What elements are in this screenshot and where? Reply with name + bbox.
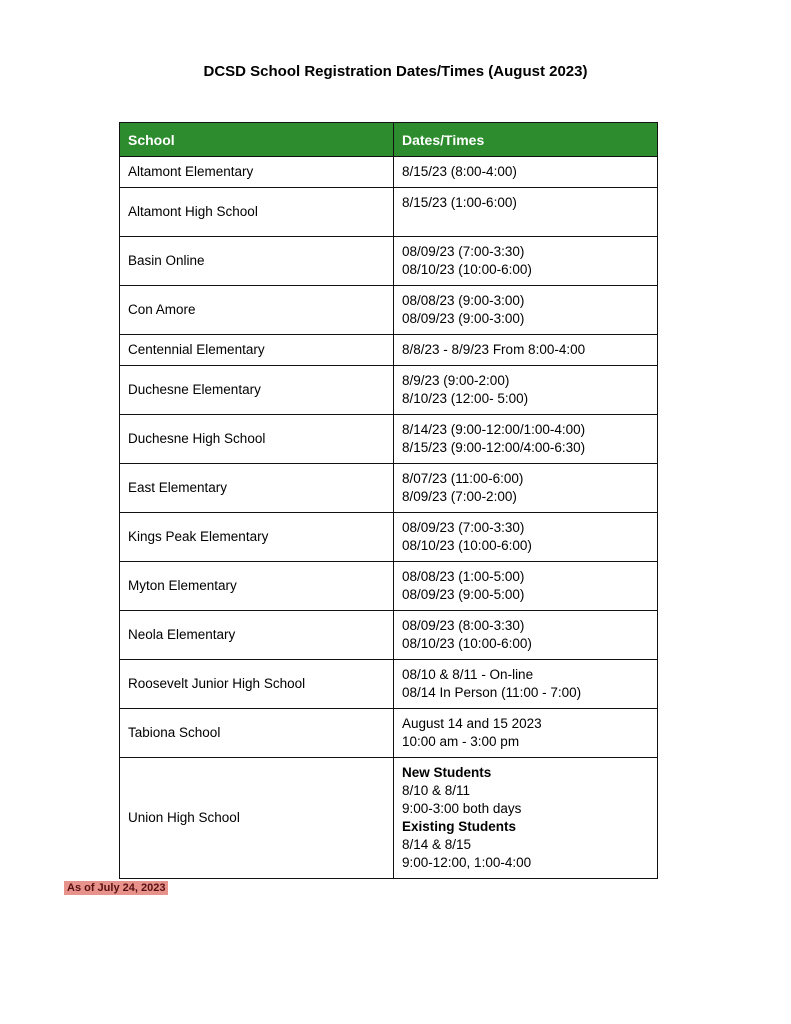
- school-name-cell: Altamont Elementary: [120, 157, 394, 188]
- table-row: [120, 464, 658, 513]
- dates-line: 08/10 & 8/11 - On-line: [402, 667, 534, 682]
- school-name-cell: Kings Peak Elementary: [120, 513, 394, 562]
- dates-times-cell: [394, 188, 658, 237]
- dates-line: 08/09/23 (7:00-3:30): [402, 520, 525, 535]
- dates-line: 8/14 & 8/15: [402, 837, 472, 852]
- dates-times-cell: [394, 758, 658, 879]
- dates-line: 9:00-12:00, 1:00-4:00: [402, 855, 532, 870]
- dates-times-cell: [394, 286, 658, 335]
- dates-line: 8/09/23 (7:00-2:00): [402, 489, 517, 504]
- dates-line: [402, 212, 649, 230]
- table-row: [120, 562, 658, 611]
- dates-line: 8/10/23 (12:00- 5:00): [402, 391, 529, 406]
- table-row: [120, 237, 658, 286]
- dates-times-cell: [394, 611, 658, 660]
- table-row: [120, 758, 658, 879]
- dates-line: 08/09/23 (9:00-5:00): [402, 587, 525, 602]
- school-name-cell: East Elementary: [120, 464, 394, 513]
- as-of-date-note: As of July 24, 2023: [64, 881, 168, 895]
- table-row: [120, 286, 658, 335]
- school-name-cell: Centennial Elementary: [120, 335, 394, 366]
- page-title: DCSD School Registration Dates/Times (August 2023): [203, 63, 588, 80]
- dates-line: 08/10/23 (10:00-6:00): [402, 538, 532, 553]
- dates-line: 08/10/23 (10:00-6:00): [402, 262, 532, 277]
- dates-line: 8/07/23 (11:00-6:00): [402, 471, 524, 486]
- dates-line: 08/09/23 (9:00-3:00): [402, 311, 525, 326]
- dates-line: 8/9/23 (9:00-2:00): [402, 373, 510, 388]
- dates-line-emphasis: Existing Students: [402, 819, 517, 834]
- dates-times-cell: [394, 464, 658, 513]
- dates-line: 08/09/23 (7:00-3:30): [402, 244, 525, 259]
- column-header-dates-times: Dates/Times: [394, 123, 658, 157]
- dates-line: 8/14/23 (9:00-12:00/1:00-4:00): [402, 422, 586, 437]
- school-name-cell: Roosevelt Junior High School: [120, 660, 394, 709]
- dates-line: 8/8/23 - 8/9/23 From 8:00-4:00: [402, 342, 586, 357]
- dates-times-cell: [394, 660, 658, 709]
- dates-times-cell: [394, 157, 658, 188]
- table-row: [120, 188, 658, 237]
- school-name-cell: Altamont High School: [120, 188, 394, 237]
- dates-line: 08/10/23 (10:00-6:00): [402, 636, 532, 651]
- school-name-cell: Myton Elementary: [120, 562, 394, 611]
- dates-line: August 14 and 15 2023: [402, 716, 542, 731]
- table-row: [120, 157, 658, 188]
- dates-line: 8/15/23 (1:00-6:00): [402, 195, 517, 210]
- table-row: [120, 660, 658, 709]
- school-name-cell: Duchesne Elementary: [120, 366, 394, 415]
- column-header-school: School: [120, 123, 394, 157]
- table-row: [120, 415, 658, 464]
- dates-line: 8/10 & 8/11: [402, 783, 471, 798]
- table-header-row: [120, 123, 658, 157]
- school-name-cell: Neola Elementary: [120, 611, 394, 660]
- dates-line: 10:00 am - 3:00 pm: [402, 734, 520, 749]
- table-row: [120, 709, 658, 758]
- dates-line: 08/14 In Person (11:00 - 7:00): [402, 685, 582, 700]
- table-row: [120, 513, 658, 562]
- school-name-cell: Basin Online: [120, 237, 394, 286]
- dates-line: 9:00-3:00 both days: [402, 801, 522, 816]
- dates-line: 08/08/23 (9:00-3:00): [402, 293, 525, 308]
- dates-times-cell: [394, 415, 658, 464]
- table-row: [120, 366, 658, 415]
- school-name-cell: Union High School: [120, 758, 394, 879]
- dates-line: 8/15/23 (8:00-4:00): [402, 164, 517, 179]
- dates-line: 8/15/23 (9:00-12:00/4:00-6:30): [402, 440, 586, 455]
- school-name-cell: Con Amore: [120, 286, 394, 335]
- table-row: [120, 335, 658, 366]
- school-name-cell: Duchesne High School: [120, 415, 394, 464]
- registration-table: [119, 122, 658, 879]
- dates-times-cell: [394, 335, 658, 366]
- dates-times-cell: [394, 513, 658, 562]
- dates-times-cell: [394, 562, 658, 611]
- dates-line: 08/08/23 (1:00-5:00): [402, 569, 525, 584]
- dates-line-emphasis: New Students: [402, 765, 492, 780]
- table-row: [120, 611, 658, 660]
- dates-times-cell: [394, 709, 658, 758]
- dates-times-cell: [394, 366, 658, 415]
- dates-times-cell: [394, 237, 658, 286]
- school-name-cell: Tabiona School: [120, 709, 394, 758]
- dates-line: 08/09/23 (8:00-3:30): [402, 618, 525, 633]
